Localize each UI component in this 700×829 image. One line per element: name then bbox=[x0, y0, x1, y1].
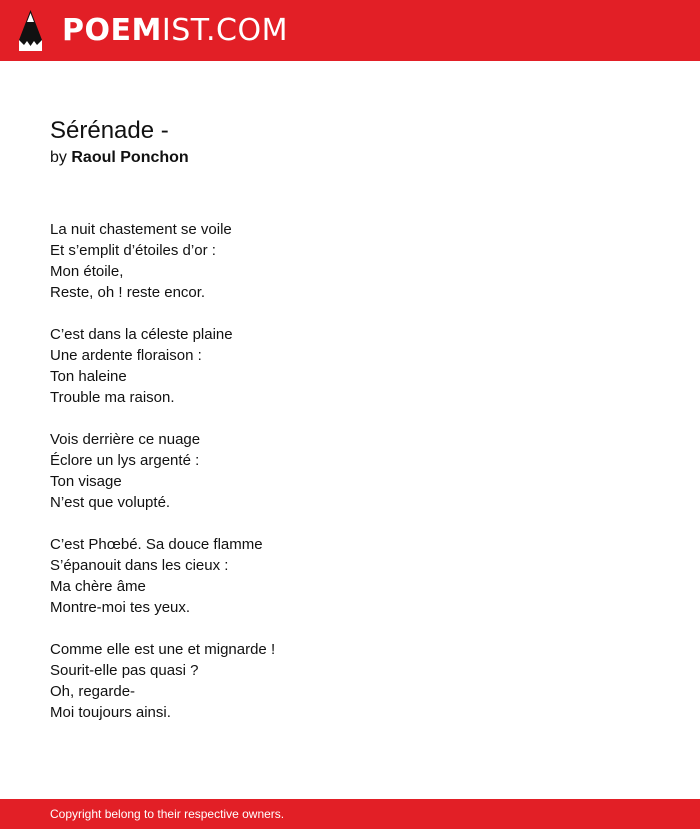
brand-strong: POEM bbox=[62, 13, 162, 48]
poem-line: Trouble ma raison. bbox=[50, 389, 175, 406]
poem-title: Sérénade - bbox=[50, 117, 169, 144]
poem-line: Moi toujours ainsi. bbox=[50, 704, 171, 721]
poem-line: Ma chère âme bbox=[50, 578, 146, 595]
poem-line: Oh, regarde- bbox=[50, 683, 136, 700]
poem-line: La nuit chastement se voile bbox=[50, 221, 232, 238]
poem-line: Comme elle est une et mignarde ! bbox=[50, 641, 276, 658]
poem-line: Montre-moi tes yeux. bbox=[50, 599, 191, 616]
poem-line: C’est dans la céleste plaine bbox=[50, 326, 233, 343]
site-header bbox=[0, 0, 700, 61]
stanza bbox=[50, 219, 650, 303]
poem-line: Ton visage bbox=[50, 473, 122, 490]
poem-line: Sourit-elle pas quasi ? bbox=[50, 662, 199, 679]
author-name: Raoul Ponchon bbox=[71, 149, 189, 166]
stanza bbox=[50, 639, 650, 723]
poem-line: Mon étoile, bbox=[50, 263, 124, 280]
poem-line: Éclore un lys argenté : bbox=[50, 452, 200, 469]
copyright-notice: Copyright belong to their respective owners. bbox=[50, 807, 285, 821]
poem-heading bbox=[50, 116, 650, 169]
stanza bbox=[50, 324, 650, 408]
poem-body bbox=[50, 219, 650, 744]
pencil-tip-icon[interactable] bbox=[18, 10, 43, 51]
poem-line: Une ardente floraison : bbox=[50, 347, 202, 364]
poem-line: S’épanouit dans les cieux : bbox=[50, 557, 229, 574]
brand-light: IST.COM bbox=[161, 13, 288, 48]
poem-line: Et s’emplit d’étoiles d’or : bbox=[50, 242, 216, 259]
by-label: by bbox=[50, 149, 67, 166]
poem-line: Reste, oh ! reste encor. bbox=[50, 284, 206, 301]
site-footer bbox=[0, 799, 700, 829]
stanza bbox=[50, 429, 650, 513]
site-logo-text[interactable] bbox=[62, 12, 288, 52]
poem-line: Vois derrière ce nuage bbox=[50, 431, 201, 448]
byline bbox=[50, 147, 650, 169]
poem-line: N’est que volupté. bbox=[50, 494, 171, 511]
poem-line: C’est Phœbé. Sa douce flamme bbox=[50, 536, 263, 553]
poem-line: Ton haleine bbox=[50, 368, 127, 385]
stanza bbox=[50, 534, 650, 618]
